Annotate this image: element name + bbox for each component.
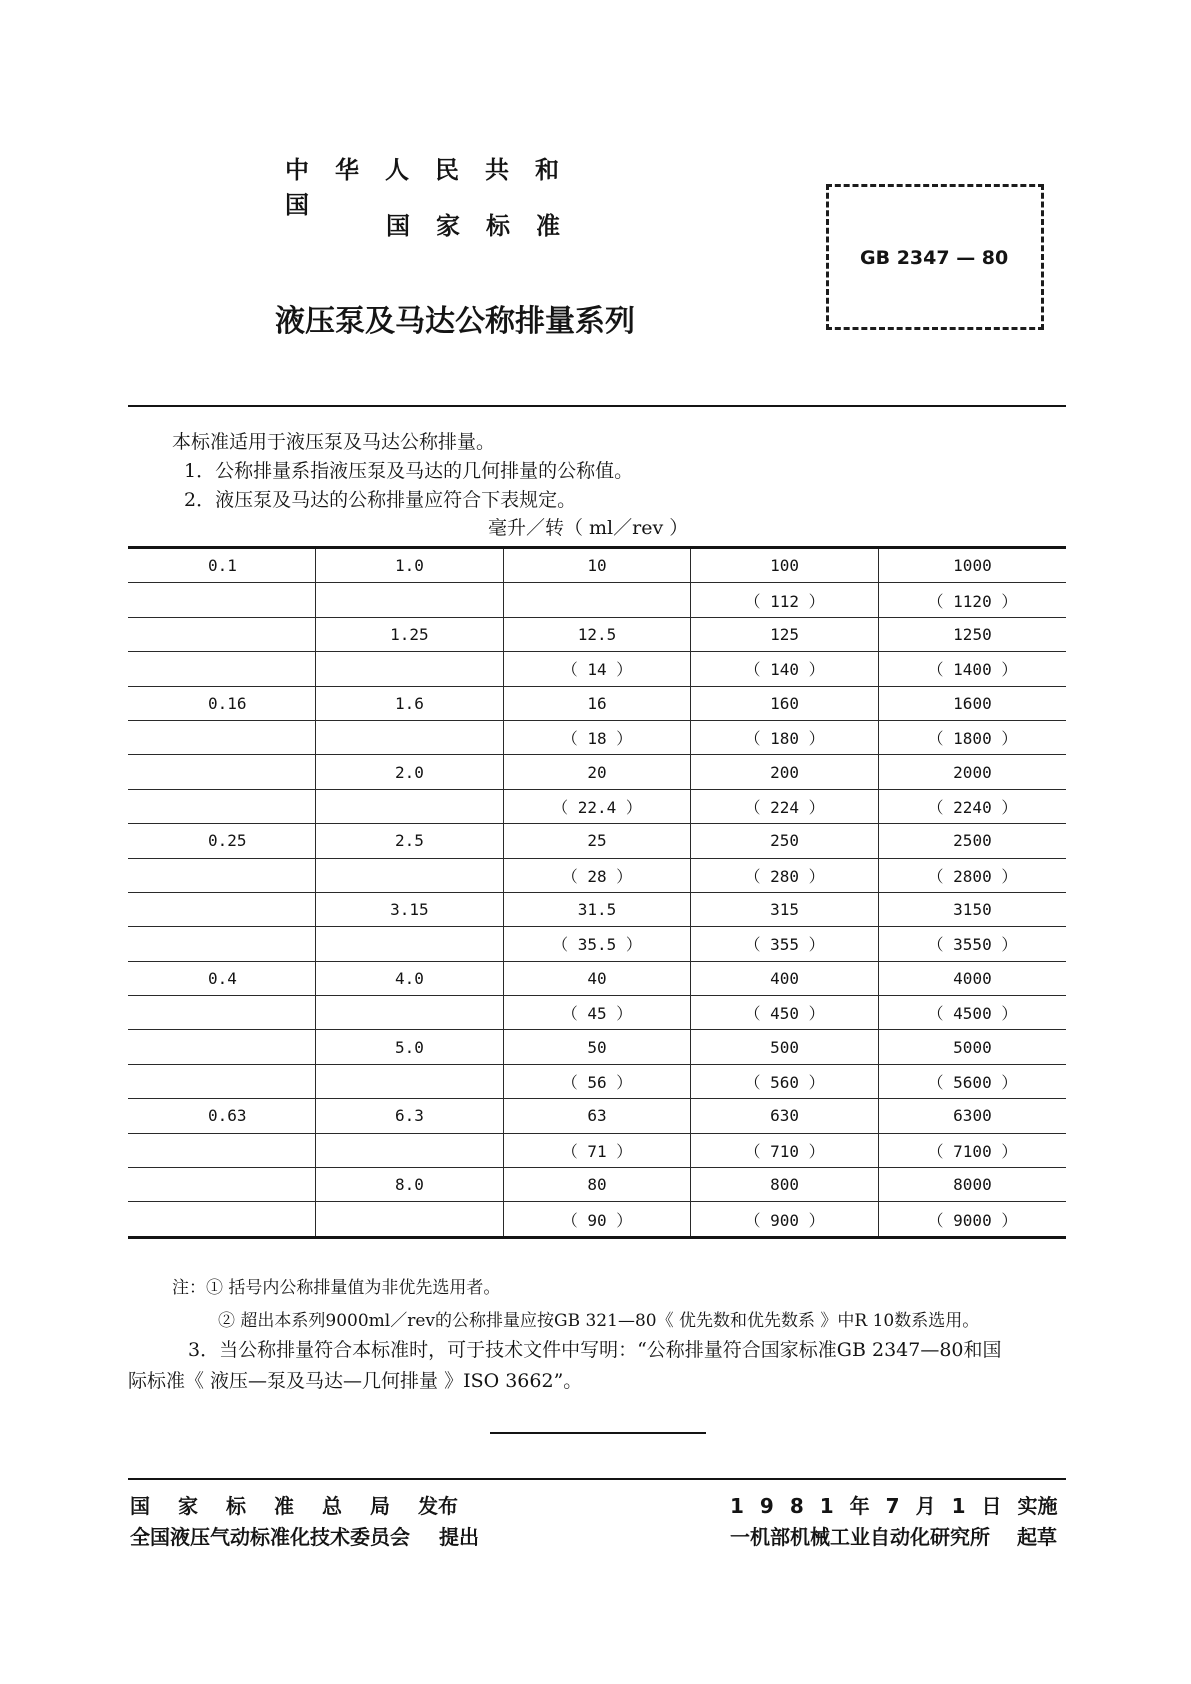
table-cell: 0.63 <box>128 1099 316 1133</box>
table-cell <box>128 996 316 1030</box>
table-cell: （ 45 ） <box>503 996 691 1030</box>
table-cell: 1250 <box>878 617 1066 651</box>
table-cell: 6300 <box>878 1099 1066 1133</box>
end-rule <box>490 1432 706 1434</box>
table-cell <box>128 583 316 617</box>
table-cell: （ 180 ） <box>691 720 879 754</box>
table-cell: 31.5 <box>503 892 691 926</box>
table-cell: 2.0 <box>316 755 504 789</box>
table-cell: （ 710 ） <box>691 1133 879 1167</box>
issuer-action: 发布 <box>418 1494 458 1518</box>
table-cell: （ 22.4 ） <box>503 789 691 823</box>
table-cell: 5.0 <box>316 1030 504 1064</box>
table-cell: （ 4500 ） <box>878 996 1066 1030</box>
table-cell: 40 <box>503 961 691 995</box>
table-cell: 630 <box>691 1099 879 1133</box>
table-cell: 315 <box>691 892 879 926</box>
table-cell: 2000 <box>878 755 1066 789</box>
table-cell <box>128 617 316 651</box>
table-cell <box>316 720 504 754</box>
table-cell: 2.5 <box>316 824 504 858</box>
table-cell <box>503 583 691 617</box>
table-row <box>128 583 1066 617</box>
table-cell: 5000 <box>878 1030 1066 1064</box>
table-cell: 6.3 <box>316 1099 504 1133</box>
table-cell: 50 <box>503 1030 691 1064</box>
table-cell <box>316 1202 504 1237</box>
table-cell: （ 56 ） <box>503 1064 691 1098</box>
table-cell: 3.15 <box>316 892 504 926</box>
table-row <box>128 961 1066 995</box>
table-cell: （ 2800 ） <box>878 858 1066 892</box>
table-row <box>128 996 1066 1030</box>
table-cell: （ 18 ） <box>503 720 691 754</box>
table-cell: （ 7100 ） <box>878 1133 1066 1167</box>
table-cell <box>316 1064 504 1098</box>
footer-rule <box>128 1478 1066 1480</box>
note-2: ② 超出本系列9000ml／rev的公称排量应按GB 321—80《 优先数和优先数系 》中R 10数系选用。 <box>218 1311 980 1331</box>
table-cell: （ 2240 ） <box>878 789 1066 823</box>
table-cell: （ 5600 ） <box>878 1064 1066 1098</box>
table-cell: （ 3550 ） <box>878 927 1066 961</box>
proposer-name: 全国液压气动标准化技术委员会 <box>130 1525 410 1549</box>
table-cell <box>128 1133 316 1167</box>
table-cell: （ 35.5 ） <box>503 927 691 961</box>
table-cell <box>128 927 316 961</box>
table-cell: 20 <box>503 755 691 789</box>
table-cell: 1.0 <box>316 548 504 583</box>
table-cell: （ 280 ） <box>691 858 879 892</box>
footer-effective <box>730 1490 1058 1519</box>
footer-proposer <box>130 1521 479 1550</box>
table-cell: （ 560 ） <box>691 1064 879 1098</box>
table-cell: 0.25 <box>128 824 316 858</box>
table-cell <box>128 1202 316 1237</box>
table-cell: （ 9000 ） <box>878 1202 1066 1237</box>
drafter-action: 起草 <box>1016 1525 1057 1549</box>
table-cell <box>128 720 316 754</box>
country-heading: 中华人民共和国 <box>285 156 585 219</box>
table-cell: （ 28 ） <box>503 858 691 892</box>
item-3-line-1: 3．当公称排量符合本标准时，可于技术文件中写明：“公称排量符合国家标准GB 2347—80和国 <box>188 1339 1002 1361</box>
table-cell: 8000 <box>878 1168 1066 1202</box>
table-cell: （ 224 ） <box>691 789 879 823</box>
table-cell: 4.0 <box>316 961 504 995</box>
table-cell <box>128 652 316 686</box>
table-row <box>128 686 1066 720</box>
table-row <box>128 720 1066 754</box>
item-2: 2．液压泵及马达的公称排量应符合下表规定。 <box>184 489 577 511</box>
table-cell: 0.4 <box>128 961 316 995</box>
standard-category: 国家标准 <box>386 212 586 240</box>
intro-paragraph: 本标准适用于液压泵及马达公称排量。 <box>172 431 496 453</box>
table-cell: 16 <box>503 686 691 720</box>
table-cell: （ 355 ） <box>691 927 879 961</box>
table-cell: 63 <box>503 1099 691 1133</box>
table-cell: 80 <box>503 1168 691 1202</box>
table-cell: （ 1400 ） <box>878 652 1066 686</box>
drafter-name: 一机部机械工业自动化研究所 <box>730 1525 990 1549</box>
table-cell <box>128 1030 316 1064</box>
table-row <box>128 1168 1066 1202</box>
displacement-table <box>128 546 1066 1239</box>
table-cell <box>128 1064 316 1098</box>
table-row <box>128 1030 1066 1064</box>
table-row <box>128 927 1066 961</box>
table-cell: 8.0 <box>316 1168 504 1202</box>
table-cell <box>128 789 316 823</box>
table-cell <box>128 755 316 789</box>
table-cell: （ 71 ） <box>503 1133 691 1167</box>
table-cell: 1.6 <box>316 686 504 720</box>
table-cell: （ 90 ） <box>503 1202 691 1237</box>
table-cell: 125 <box>691 617 879 651</box>
table-row <box>128 858 1066 892</box>
page-title: 液压泵及马达公称排量系列 <box>275 304 635 339</box>
table-row <box>128 1133 1066 1167</box>
item-1: 1．公称排量系指液压泵及马达的几何排量的公称值。 <box>184 460 634 482</box>
item-3-line-2: 际标准《 液压—泵及马达—几何排量 》ISO 3662”。 <box>128 1370 583 1392</box>
table-cell: 1.25 <box>316 617 504 651</box>
proposer-action: 提出 <box>438 1525 479 1549</box>
note-1: 注：① 括号内公称排量值为非优先选用者。 <box>172 1278 501 1298</box>
table-cell: （ 140 ） <box>691 652 879 686</box>
table-row <box>128 755 1066 789</box>
table-cell: 12.5 <box>503 617 691 651</box>
table-row <box>128 1099 1066 1133</box>
table-cell <box>316 652 504 686</box>
table-row <box>128 789 1066 823</box>
table-cell <box>128 858 316 892</box>
table-cell: 1600 <box>878 686 1066 720</box>
table-cell: （ 1800 ） <box>878 720 1066 754</box>
table-row <box>128 1202 1066 1237</box>
table-cell: （ 14 ） <box>503 652 691 686</box>
table-cell <box>316 996 504 1030</box>
effective-action: 实施 <box>1017 1494 1058 1518</box>
footer-drafter <box>730 1521 1057 1550</box>
table-cell: 1000 <box>878 548 1066 583</box>
footer-issuer <box>130 1490 458 1519</box>
table-cell: 0.1 <box>128 548 316 583</box>
table-cell <box>128 1168 316 1202</box>
table-cell: 160 <box>691 686 879 720</box>
table-cell: （ 1120 ） <box>878 583 1066 617</box>
table-cell <box>316 1133 504 1167</box>
table-cell <box>316 927 504 961</box>
table-cell: 2500 <box>878 824 1066 858</box>
table-row <box>128 652 1066 686</box>
table-cell: （ 450 ） <box>691 996 879 1030</box>
table-cell: 4000 <box>878 961 1066 995</box>
table-row <box>128 548 1066 583</box>
table-cell <box>316 789 504 823</box>
table-cell: 200 <box>691 755 879 789</box>
table-cell: 100 <box>691 548 879 583</box>
issuer-name: 国家标准总局 <box>130 1494 418 1518</box>
table-cell: 0.16 <box>128 686 316 720</box>
table-cell: 400 <box>691 961 879 995</box>
table-cell: 500 <box>691 1030 879 1064</box>
table-row <box>128 617 1066 651</box>
effective-date: 1981年7月1日 <box>730 1494 1018 1518</box>
table-cell: （ 112 ） <box>691 583 879 617</box>
table-cell: （ 900 ） <box>691 1202 879 1237</box>
standard-number: GB 2347 — 80 <box>860 247 1009 269</box>
table-cell: 800 <box>691 1168 879 1202</box>
table-row <box>128 824 1066 858</box>
table-cell <box>316 858 504 892</box>
table-cell <box>316 583 504 617</box>
table-row <box>128 892 1066 926</box>
table-cell: 3150 <box>878 892 1066 926</box>
table-cell: 10 <box>503 548 691 583</box>
table-row <box>128 1064 1066 1098</box>
table-cell <box>128 892 316 926</box>
header-rule <box>128 405 1066 407</box>
table-cell: 25 <box>503 824 691 858</box>
table-cell: 250 <box>691 824 879 858</box>
unit-label: 毫升／转（ ml／rev ） <box>488 517 689 539</box>
